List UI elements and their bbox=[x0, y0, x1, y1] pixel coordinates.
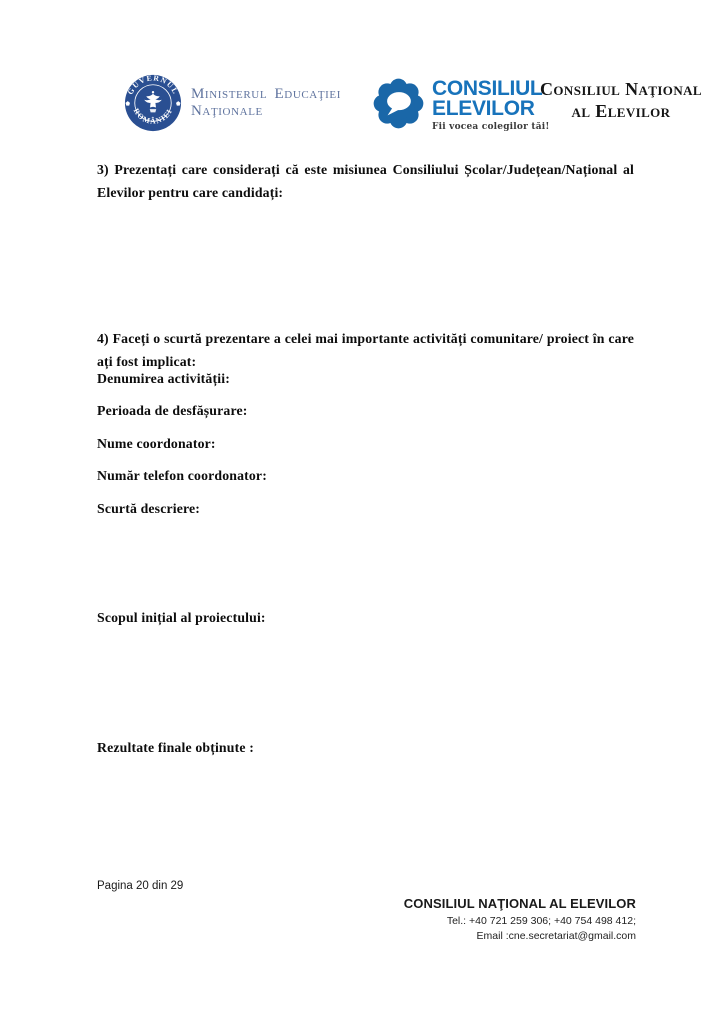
field-label-numar-telefon-coordonator: Număr telefon coordonator: bbox=[97, 468, 267, 483]
ce-wordmark-block bbox=[432, 74, 550, 132]
ce-wordmark bbox=[432, 79, 550, 119]
ce-wordmark-line2: ELEVILOR bbox=[432, 97, 535, 120]
footer-contact-block bbox=[276, 896, 636, 943]
field-label-scopul-initial: Scopul inițial al proiectului: bbox=[97, 610, 266, 625]
cne-header-title-line2: al Elevilor bbox=[571, 101, 671, 121]
footer-phone: Tel.: +40 721 259 306; +40 754 498 412; bbox=[446, 915, 636, 927]
cne-header-title-line1: Consiliul Naţional bbox=[540, 79, 702, 99]
ce-wordmark-line1: CONSILIUL bbox=[432, 77, 543, 100]
field-label-scurta-descriere: Scurtă descriere: bbox=[97, 501, 201, 516]
government-logo bbox=[124, 74, 341, 132]
svg-text:ROMÂNIEI: ROMÂNIEI bbox=[131, 106, 175, 126]
footer-email: Email :cne.secretariat@gmail.com bbox=[476, 929, 636, 942]
svg-text:GUVERNUL: GUVERNUL bbox=[125, 74, 181, 97]
field-label-nume-coordonator: Nume coordonator: bbox=[97, 436, 216, 451]
field-label-rezultate-finale: Rezultate finale obținute : bbox=[97, 740, 254, 755]
cne-header-title bbox=[537, 78, 705, 122]
speech-bubble-rosette-icon bbox=[371, 76, 426, 131]
field-label-denumirea-activitatii: Denumirea activității: bbox=[97, 371, 230, 386]
page-number: Pagina 20 din 29 bbox=[97, 880, 184, 892]
ministry-name-line2: Naţionale bbox=[191, 103, 263, 119]
footer-org-name: CONSILIUL NAŢIONAL AL ELEVILOR bbox=[403, 896, 636, 911]
ministry-name-line1: Ministerul Educaţiei bbox=[191, 86, 342, 102]
field-label-perioada-desfasurare: Perioada de desfășurare: bbox=[97, 403, 248, 418]
consiliul-elevilor-logo bbox=[371, 74, 550, 132]
question-3: 3) Prezentați care considerați că este misiunea Consiliului Școlar/Județean/Național al Elevilor pentru care candidați: bbox=[97, 161, 634, 200]
government-seal-icon bbox=[124, 74, 182, 132]
question-4: 4) Faceți o scurtă prezentare a celei mai importante activități comunitare/ proiect în care ați fost implicat: bbox=[97, 330, 634, 369]
ce-tagline: Fii vocea colegilor tăi! bbox=[432, 122, 550, 132]
ministry-name bbox=[191, 86, 341, 120]
